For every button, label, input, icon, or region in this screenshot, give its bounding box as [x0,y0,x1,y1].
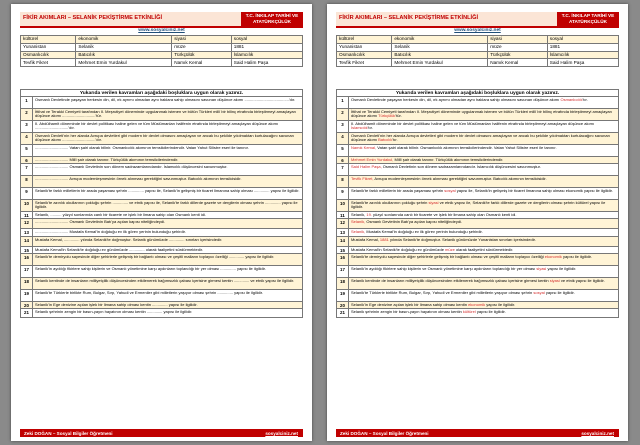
question-row [21,219,302,229]
question-text: Selanik'te Türklerle birlikte Rum, Bulgar, Sırp, Yahudi ve Ermeniler gibi milletlerin yaşıyor olması şehrin .............. yapısı ile ilgilidir. [35,290,263,295]
question-row [21,302,302,309]
question-row [21,157,302,164]
answer-word: Türkçülük [378,113,396,119]
keyword-row [337,51,619,59]
keyword-row [21,51,303,59]
question-text-lead: Selanik'te farklı milletlerin bir arada yaşaması şehrin [351,188,444,193]
question-text: .............................. Avrupa modernleşmesinin örnek alınması gerektiğini savunmuştur. Batıcılık akımının temsilcisidir. [35,176,242,181]
question-row [337,133,618,145]
question-row [337,247,618,254]
question-number: 10 [337,200,349,211]
question-text: Selanik kentinde de insanların milliyetçilik düşüncesinden etkilenerek bağımsızlık çabası içerisine girmesi kentin .............. ve etnik yapısı ile ilgilidir. [35,278,295,283]
keyword-cell: Namık Kemal [488,59,548,67]
question-text [349,219,618,228]
question-text-tail: yapısı ile ilgilidir. [485,302,516,307]
question-row [21,176,302,188]
question-number: 18 [21,278,33,289]
question-row [337,145,618,157]
keyword-cell: ekonomik [392,36,488,44]
question-row [21,97,302,109]
question-number: 4 [337,133,349,144]
question-number: 14 [21,237,33,246]
question-number: 16 [21,254,33,265]
question-row [337,302,618,309]
keyword-cell: İslamcılık [231,51,302,59]
question-text: Selanik'te farklı milletlerin bir arada yaşaması şehrin .............. yapısı ile, Selanik'in gelişmiş bir ticaret limanına sahip olması .............. yapısı ile ilgilidir. [35,188,300,193]
question-number: 20 [21,302,33,308]
question-text-tail: yapısı ile ilgilidir. [546,266,577,271]
question-number: 6 [21,157,33,163]
question-number: 17 [21,266,33,277]
question-row [21,164,302,176]
question-row [21,266,302,278]
keyword-cell: Tevfik Fikret [21,59,76,67]
question-text-tail: 'tür. [395,113,402,119]
question-text-lead: Osmanlı Devletinde yaşayan herkesin din, dil, ırk ayrımı olmadan aynı haklara sahip olmasını savunan düşünce akımı [351,97,560,102]
question-text [349,254,618,265]
keyword-cell: Said Halim Paşa [231,59,302,67]
question-text [349,266,618,277]
question-list [336,96,619,318]
question-row [337,309,618,317]
question-text-tail: yapısı ile ilgilidir. [475,309,506,314]
question-number: 11 [337,212,349,218]
question-text: Osmanlı Devleti'nin her alanda Avrupa devletleri gibi modern bir devlet olmasını amaçlayan ve ancak bu şekilde yıkılmaktan kurtulacağını savunan düşünce akımı ..............................'dır. [35,133,294,143]
question-number: 12 [21,219,33,228]
course-badge: T.C. İNKILAP TARİHİ VE ATATÜRKÇÜLÜK [557,12,619,26]
question-text-tail: Mustafa Kemal'in doğduğu ev ilk görev yerinin bulunduğu şehirdir. [365,229,483,234]
keyword-cell: müze [172,43,232,51]
question-text-tail: 'tır. [582,97,588,102]
keyword-table [20,35,303,67]
question-number: 3 [21,121,33,132]
question-text: Selanik'in aydılığı fikirlere sahip kişilerin ve Osmanlı yönetimine karşı aydınların toplandığı bir yer olması .............. yapısı ile ilgilidir. [35,266,266,271]
question-text-tail: ve etnik yapısı ile ilgilidir. [559,278,605,283]
answer-word: 19. [366,212,372,217]
question-text [349,278,618,289]
answer-word: siyasi [428,200,439,205]
question-text-lead: Osmanlı Devleti'nin her alanda Avrupa devletleri gibi modern bir devlet olmasını amaçlayan ve ancak bu şekilde yıkılmaktan kurtulacağını savunan düşünce akımı [351,133,610,143]
keyword-cell: sosyal [231,36,302,44]
worksheet-page-blank [11,4,312,441]
question-text-lead: Selanik şehrinin zengin bir basın-yayın hayatının olması kentin [351,309,462,314]
instruction: Yukarıda verilen kavramları aşağıdaki boşluklara uygun olarak yazınız. [336,89,619,96]
worksheet-title: FİKİR AKIMLARI – SELANİK PEKİŞTİRME ETKİNLİĞİ [339,15,479,21]
keyword-row [21,36,303,44]
question-text-tail: yapısı ile ilgilidir. [561,254,592,259]
question-text-tail: Osmanlı Devletinin son dönem sadrazamlarındandır. İslamcılık düşüncesini savunmuştur. [381,164,541,169]
answer-word: siyasi [549,278,560,283]
question-number: 5 [21,145,33,156]
question-text-tail: Avrupa modernleşmesinin örnek alınması gerektiğini savunmuştur. Batıcılık akımının temsilcisidir. [373,176,547,181]
question-text [349,188,618,199]
question-number: 1 [21,97,33,108]
question-number: 8 [21,176,33,187]
question-text-tail: Vatan şairi olarak bilinir. Osmanlıcılık akımının temsilcilerindendir. Vatan Yahut Silistre eseri ile tanınır. [376,145,557,150]
header-bar [336,12,619,28]
answer-word: kültürel [462,309,476,314]
question-text: Selanik'te azınlık okullarının çokluğu şehrin .............. ve etnik yapısı ile, Selanik'te farklı dillerde gazete ve dergilerin olması şehrin .............. yapısı ile ilgilidir. [35,200,298,210]
question-text-tail: 'tır. [392,137,398,143]
question-text [349,200,618,211]
footer-site[interactable]: sosyalciniz.net [265,430,298,436]
keyword-cell: Namık Kemal [172,59,232,67]
footer-bar [336,429,619,437]
question-number: 21 [337,309,349,317]
answer-word: Namık Kemal, [351,145,377,150]
website-link[interactable]: www.sosyalciniz.net [454,28,501,33]
question-row [21,121,302,133]
question-row [337,188,618,200]
question-text: Selanik, .......... yüzyıl sonlarında canlı bir ticarete ve işlek bir limana sahip olan Osmanlı kenti idi. [35,212,206,217]
question-text: İttihat ve Terakki Cemiyeti tarafından II. Meşrutiyet döneminde uygulanmak istenen ve bütün Türkleri millî bir bilinç etrafında birleştirmeyi amaçlayan düşünce akımı ..............................'tür. [35,109,296,119]
keyword-cell: 1881 [547,43,618,51]
keyword-cell: Said Halim Paşa [547,59,618,67]
question-number: 11 [21,212,33,218]
keyword-cell: sosyal [547,36,618,44]
question-text-lead: II. Abdülhamit döneminde bir devlet politikası haline gelen ve tüm Müslümanları halifenin etrafında birleştirmeyi amaçlayan düşünce akımı [351,121,595,126]
question-list [20,96,303,318]
question-text-tail: 'tır. [367,125,373,131]
question-row [337,266,618,278]
question-text: Selanik şehrinin zengin bir basın-yayın hayatının olması kentin .............. yapısı ile ilgilidir. [35,309,193,314]
question-number: 15 [337,247,349,253]
question-text-lead: Mustafa Kemal'in Selanik'te doğduğu ev günümüzde [351,247,444,252]
question-row [21,188,302,200]
question-row [337,237,618,247]
question-text [349,133,618,144]
header-bar [20,12,303,28]
question-text-lead: Selanik kentinde de insanların milliyetçilik düşüncesinden etkilenerek bağımsızlık çabası içerisine girmesi kentin [351,278,549,283]
question-text-lead: Mustafa Kemal, [351,237,379,242]
keyword-cell: müze [488,43,548,51]
keyword-cell: Mehmet Emin Yurdakul [392,59,488,67]
question-text [349,237,618,246]
answer-word: Selanik, [351,219,366,224]
answer-word: müze [445,247,455,252]
question-text: Osmanlı Devletinde yaşayan herkesin din, dil, ırk ayrımı olmadan aynı haklara sahip olmasını savunan düşünce akımı ........................................'dır. [35,97,296,102]
question-text: Selanik'te demiryolu sayesinde diğer şehirlerle gelişmiş bir bağlantı olması ve çeşitli malların toplayıcı özelliği .............. yapısı ile ilgilidir. [35,254,275,259]
question-text-lead: Selanik'te demiryolu sayesinde diğer şehirlerle gelişmiş bir bağlantı olması ve çeşitli malların toplayıcı özelliği [351,254,544,259]
keyword-cell: 1881 [231,43,302,51]
question-row [337,229,618,237]
question-text [349,145,618,156]
answer-word: Osmanlıcılık [560,97,583,102]
question-text: .............................. Osmanlı Devletinin son dönem sadrazamlarındandır. İslamcılık düşüncesini savunmuştur. [35,164,228,169]
question-text: .............................. Osmanlı Devletinin Batı'ya açılan kapısı niteliğindeydi. [35,219,166,224]
question-row [21,212,302,219]
worksheet-page-answers [327,4,628,441]
question-number: 14 [337,237,349,246]
question-number: 12 [337,219,349,228]
question-text-tail: yüzyıl sonlarında canlı bir ticarete ve işlek bir limana sahip olan Osmanlı kenti idi. [371,212,517,217]
keyword-cell: Osmanlıcılık [337,51,392,59]
question-text: Selanik'in Ege denizine açılan işlek bir limana sahip olması kentin .............. yapısı ile ilgilidir. [35,302,198,307]
question-text [349,121,618,132]
question-text-tail: ve etnik yapısı ile, Selanik'te farklı dillerde gazete ve dergilerin olması şehrin kültürel yapısı ile ilgilidir. [351,200,606,210]
question-number: 9 [21,188,33,199]
worksheet-title: FİKİR AKIMLARI – SELANİK PEKİŞTİRME ETKİNLİĞİ [23,15,163,21]
question-row [21,229,302,237]
keyword-cell: ekonomik [76,36,172,44]
keyword-row [337,43,619,51]
question-text-tail: Osmanlı Devletinin Batı'ya açılan kapısı niteliğindeydi. [365,219,463,224]
question-number: 16 [337,254,349,265]
question-text [349,97,618,108]
question-number: 21 [21,309,33,317]
answer-word: Said Halim Paşa, [351,164,382,169]
question-row [337,176,618,188]
question-text-lead: Selanik, [351,212,366,217]
question-number: 6 [337,157,349,163]
keyword-cell: siyasi [488,36,548,44]
question-row [337,200,618,212]
question-number: 8 [337,176,349,187]
question-row [337,157,618,164]
question-row [21,109,302,121]
keyword-cell: Türkçülük [488,51,548,59]
question-row [21,133,302,145]
question-text [349,176,618,187]
question-text-tail: yapısı ile, Selanik'in gelişmiş bir ticaret limanına sahip olması ekonomik yapısı ile ilgilidir. [455,188,613,193]
question-number: 3 [337,121,349,132]
question-text: II. Abdülhamit döneminde bir devlet politikası haline gelen ve tüm Müslümanları halifenin etrafında birleştirmeyi amaçlayan düşünce akımı ..............................'dır. [35,121,279,131]
footer-author: Zeki DOĞAN – Sosyal Bilgiler Öğretmeni [340,430,429,436]
website-link[interactable]: www.sosyalciniz.net [138,28,185,33]
answer-word: ekonomik [468,302,486,307]
answer-word: Batıcılık [378,137,393,143]
question-row [337,278,618,290]
question-row [337,121,618,133]
question-number: 2 [21,109,33,120]
keyword-row [337,59,619,67]
keyword-cell: Selanik [392,43,488,51]
question-number: 17 [337,266,349,277]
question-row [21,254,302,266]
keyword-cell: siyasi [172,36,232,44]
question-text-lead: Selanik'te Türklerle birlikte Rum, Bulgar, Sırp, Yahudi ve Ermeniler gibi milletlerin yaşıyor olması şehrin [351,290,533,295]
keyword-cell: Yunanistan [337,43,392,51]
question-row [337,290,618,302]
keyword-cell: Selanik [76,43,172,51]
question-row [21,237,302,247]
question-text-lead: Selanik'in Ege denizine açılan işlek bir limana sahip olması kentin [351,302,467,307]
keyword-row [21,59,303,67]
question-text [349,247,618,253]
answer-word: sosyal [533,290,545,295]
question-row [21,309,302,317]
question-number: 13 [337,229,349,236]
question-text [349,290,618,301]
keyword-cell: Mehmet Emin Yurdakul [76,59,172,67]
answer-word: Mehmet Emin Yurdakul, [351,157,394,162]
question-text-tail: yapısı ile ilgilidir. [544,290,575,295]
question-text-lead: İttihat ve Terakki Cemiyeti tarafından II. Meşrutiyet döneminde uygulanmak istenen ve bütün Türkleri millî bir bilinç etrafında birleştirmeyi amaçlayan düşünce akımı [351,109,612,119]
question-text-tail: olarak faaliyetini sürdürmektedir. [454,247,514,252]
question-text-tail: Millî şair olarak tanınır. Türkçülük akımının temsilcilerindendir. [393,157,504,162]
question-number: 19 [21,290,33,301]
course-badge: T.C. İNKILAP TARİHİ VE ATATÜRKÇÜLÜK [241,12,303,26]
keyword-cell: Tevfik Fikret [337,59,392,67]
footer-bar [20,429,303,437]
question-number: 1 [337,97,349,108]
question-row [21,145,302,157]
question-number: 7 [337,164,349,175]
question-text [349,309,618,317]
question-number: 7 [21,164,33,175]
keyword-cell: kültürel [21,36,76,44]
question-text [349,229,618,236]
question-text [349,109,618,120]
question-row [337,109,618,121]
question-text [349,164,618,175]
question-row [337,212,618,219]
question-text: .............................. Mustafa Kemal'in doğduğu ev ilk görev yerinin bulunduğu şehirdir. [35,229,186,234]
question-number: 10 [21,200,33,211]
keyword-cell: Türkçülük [172,51,232,59]
question-number: 4 [21,133,33,144]
answer-word: 1881 [379,237,389,242]
question-number: 15 [21,247,33,253]
question-text: Mustafa Kemal, .............. yılında Selanik'te doğmuştur. Selanik günümüzde .............. sınırları içerisindedir. [35,237,223,242]
question-text-lead: Selanik'te azınlık okullarının çokluğu şehrin [351,200,428,205]
answer-word: İslamcılık [351,125,368,131]
question-row [21,247,302,254]
answer-word: Selanik, [351,229,366,234]
question-text [349,302,618,308]
question-text: .............................. Millî şair olarak tanınır. Türkçülük akımının temsilcilerindendir. [35,157,179,162]
keyword-cell: İslamcılık [547,51,618,59]
answer-word: ekonomik [544,254,562,259]
question-number: 18 [337,278,349,289]
instruction: Yukarıda verilen kavramları aşağıdaki boşluklara uygun olarak yazınız. [20,89,303,96]
answer-word: siyasi [536,266,547,271]
question-row [21,290,302,302]
question-number: 2 [337,109,349,120]
question-text [349,157,618,163]
question-number: 9 [337,188,349,199]
question-text: Mustafa Kemal'in Selanik'te doğduğu ev günümüzde .............. olarak faaliyetini sürdürmektedir. [35,247,204,252]
footer-author: Zeki DOĞAN – Sosyal Bilgiler Öğretmeni [24,430,113,436]
keyword-cell: Batıcılık [76,51,172,59]
keyword-row [21,43,303,51]
keyword-table [336,35,619,67]
question-text: .............................. Vatan şairi olarak bilinir. Osmanlıcılık akımının temsilcilerindendir. Vatan Yahut Silistre eseri ile tanınır. [35,145,249,150]
question-row [337,97,618,109]
question-row [337,164,618,176]
question-text-lead: Selanik'in aydılığı fikirlere sahip kişilerin ve Osmanlı yönetimine karşı aydınların toplandığı bir yer olması [351,266,536,271]
question-row [21,278,302,290]
question-number: 19 [337,290,349,301]
keyword-row [337,36,619,44]
question-number: 5 [337,145,349,156]
keyword-cell: Yunanistan [21,43,76,51]
question-number: 13 [21,229,33,236]
question-row [337,254,618,266]
answer-word: Tevfik Fikret, [351,176,374,181]
question-row [337,219,618,229]
answer-word: sosyal [444,188,456,193]
keyword-cell: kültürel [337,36,392,44]
question-text-tail: yılında Selanik'te doğmuştur. Selanik günümüzde Yunanistan sınırları içerisindedir. [388,237,536,242]
keyword-cell: Osmanlıcılık [21,51,76,59]
footer-site[interactable]: sosyalciniz.net [581,430,614,436]
question-text [349,212,618,218]
question-number: 20 [337,302,349,308]
keyword-cell: Batıcılık [392,51,488,59]
question-row [21,200,302,212]
